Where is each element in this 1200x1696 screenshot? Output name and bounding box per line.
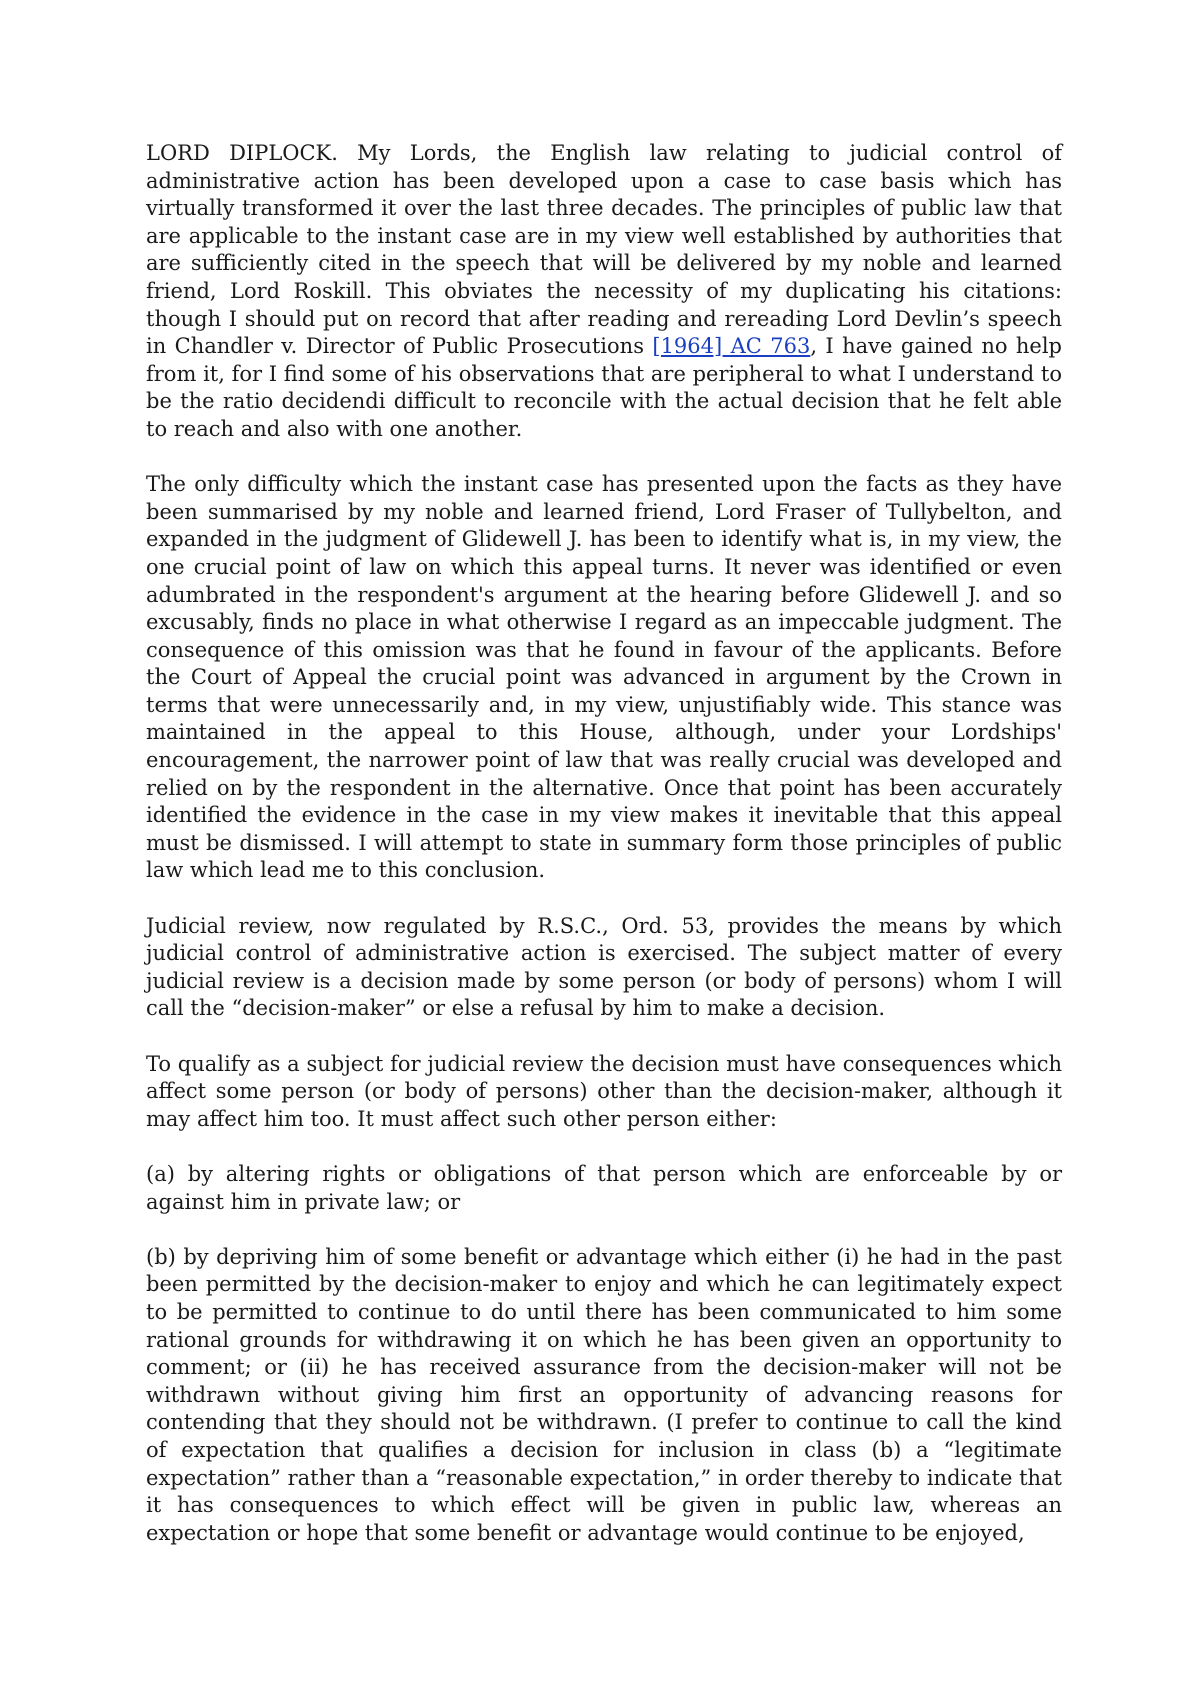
paragraph-1-text-a: LORD DIPLOCK. My Lords, the English law relating to judicial control of administrative action has been developed upon a case to case basis which has virtually transformed it over the last three decades. The principles of public law that are applicable to the instant case are in my view well established by authorities that are sufficiently cited in the speech that will be delivered by my noble and learned friend, Lord Roskill. This obviates the necessity of my duplicating his citations: though I should put on record that after reading and rereading Lord Devlin’s speech in Chandler v. Director of Public Prosecutions	[146, 141, 1062, 359]
paragraph-1	[146, 140, 1062, 444]
paragraph-1-text-b: , I have gained no help from it, for I find some of his observations that are peripheral to what I understand to be the ratio decidendi difficult to reconcile with the actual decision that he felt able to reach and also with one another.	[146, 334, 1062, 441]
paragraph-5-text: (a) by altering rights or obligations of that person which are enforceable by or against him in private law; or	[146, 1161, 1062, 1214]
paragraph-2-text: The only difficulty which the instant case has presented upon the facts as they have been summarised by my noble and learned friend, Lord Fraser of Tullybelton, and expanded in the judgment of Glidewell J. has been to identify what is, in my view, the one crucial point of law on which this appeal turns. It never was identified or even adumbrated in the respondent's argument at the hearing before Glidewell J. and so excusably, finds no place in what otherwise I regard as an impeccable judgment. The consequence of this omission was that he found in favour of the applicants. Before the Court of Appeal the crucial point was advanced in argument by the Crown in terms that were unnecessarily and, in my view, unjustifiably wide. This stance was maintained in the appeal to this House, although, under your Lordships' encouragement, the narrower point of law that was really crucial was developed and relied on by the respondent in the alternative. Once that point has been accurately identified the evidence in the case in my view makes it inevitable that this appeal must be dismissed. I will attempt to state in summary form those principles of public law which lead me to this conclusion.	[146, 472, 1062, 883]
paragraph-3-text: Judicial review, now regulated by R.S.C., Ord. 53, provides the means by which judicial control of administrative action is exercised. The subject matter of every judicial review is a decision made by some person (or body of persons) whom I will call the “decision-maker” or else a refusal by him to make a decision.	[146, 913, 1062, 1021]
paragraph-3	[146, 913, 1062, 1023]
paragraph-2	[146, 471, 1062, 885]
paragraph-4-text: To qualify as a subject for judicial review the decision must have consequences which affect some person (or body of persons) other than the decision-maker, although it may affect him too. It must affect such other person either:	[146, 1051, 1062, 1131]
paragraph-4	[146, 1051, 1062, 1134]
citation-link[interactable]: [1964] AC 763	[652, 334, 811, 359]
paragraph-5	[146, 1161, 1062, 1216]
paragraph-6	[146, 1244, 1062, 1548]
document-page	[146, 140, 1062, 1575]
paragraph-6-text: (b) by depriving him of some benefit or advantage which either (i) he had in the past been permitted by the decision-maker to enjoy and which he can legitimately expect to be permitted to continue to do until there has been communicated to him some rational grounds for withdrawing it on which he has been given an opportunity to comment; or (ii) he has received assurance from the decision-maker will not be withdrawn without giving him first an opportunity of advancing reasons for contending that they should not be withdrawn. (I prefer to continue to call the kind of expectation that qualifies a decision for inclusion in class (b) a “legitimate expectation” rather than a “reasonable expectation,” in order thereby to indicate that it has consequences to which effect will be given in public law, whereas an expectation or hope that some benefit or advantage would continue to be enjoyed,	[146, 1244, 1062, 1545]
